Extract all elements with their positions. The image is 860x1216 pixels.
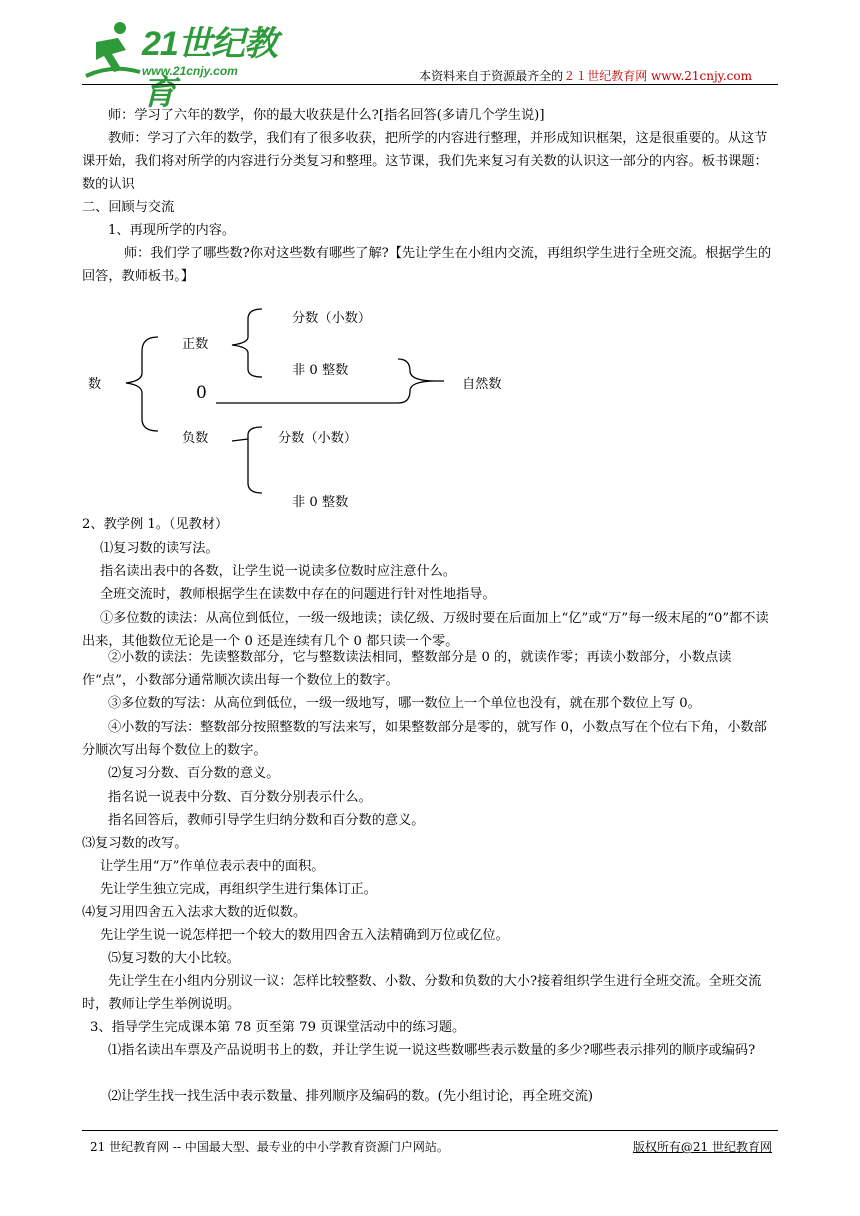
subheading-rounding: ⑷复习用四舍五入法求大数的近似数。: [82, 905, 307, 920]
paragraph-rounding: 先让学生说一说怎样把一个较大的数用四舍五入法精确到万位或亿位。: [100, 928, 509, 943]
header-divider: [82, 84, 778, 85]
section-heading-review: 二、回顾与交流: [82, 200, 175, 215]
diagram-negative: 负数: [182, 431, 209, 446]
subheading-rewrite: ⑶复习数的改写。: [82, 836, 188, 851]
exercise-heading: 3、指导学生完成课本第 78 页至第 79 页课堂活动中的练习题。: [90, 1020, 466, 1035]
paragraph-compare: 先让学生在小组内分别议一议：怎样比较整数、小数、分数和负数的大小?接着组织学生进行全班交流。全班交流时，教师让学生举例说明。: [82, 974, 762, 1012]
logo-text: 21世纪教育: [142, 25, 277, 112]
diagram-zero: 0: [196, 383, 207, 403]
paragraph-read-table: 指名读出表中的各数，让学生说一说读多位数时应注意什么。: [100, 564, 457, 579]
header-note-highlight: ２１世纪教育网: [563, 69, 648, 83]
subheading-fraction-percent: ⑵复习分数、百分数的意义。: [108, 766, 280, 781]
footer-text: 21 世纪教育网 -- 中国最大型、最专业的中小学教育资源门户网站。: [90, 1140, 449, 1154]
footer-copyright-link[interactable]: 版权所有@21 世纪教育网: [632, 1140, 772, 1154]
diagram-negative-nonzero: 非 0 整数: [292, 495, 349, 510]
paragraph-question: 师：学习了六年的数学，你的最大收获是什么?[指名回答(多请几个学生说)]: [108, 108, 545, 123]
rule-read-multidigit: ①多位数的读法：从高位到低位，一级一级地读；读亿级、万级时要在后面加上“亿”或“万”每一级末尾的“0”都不读出来，其他数位无论是一个 0 还是连续有几个 0 都只读一个零。: [82, 611, 769, 649]
subheading-recall: 1、再现所学的内容。: [108, 223, 236, 238]
footer-divider: [82, 1130, 778, 1131]
logo-url: www.21cnjy.com: [142, 64, 238, 78]
header-note-url[interactable]: www.21cnjy.com: [651, 69, 752, 83]
paragraph-fraction-summary: 指名回答后，教师引导学生归纳分数和百分数的意义。: [108, 813, 425, 828]
exercise-item-2: ⑵让学生找一找生活中表示数量、排列顺序及编码的数。(先小组讨论，再全班交流): [108, 1089, 594, 1104]
paragraph-class-exchange: 全班交流时，教师根据学生在读数中存在的问题进行针对性地指导。: [100, 587, 496, 602]
diagram-negative-fraction: 分数（小数）: [278, 431, 358, 446]
exercise-item-1: ⑴指名读出车票及产品说明书上的数，并让学生说一说这些数哪些表示数量的多少?哪些表示排列的顺序或编码?: [108, 1043, 756, 1058]
rule-write-multidigit: ③多位数的写法：从高位到低位，一级一级地写，哪一数位上一个单位也没有，就在那个数位上写 0。: [108, 696, 701, 711]
diagram-root: 数: [88, 377, 102, 392]
diagram-positive-nonzero: 非 0 整数: [292, 363, 349, 378]
site-logo: [82, 14, 282, 112]
paragraph-teacher-intro: 教师：学习了六年的数学，我们有了很多收获，把所学的内容进行整理，并形成知识框架，这是很重要的。从这节课开始，我们将对所学的内容进行分类复习和整理。这节课，我们先来复习有关数的认识这一部分的内容。板书课题：数的认识: [82, 131, 768, 192]
diagram-positive-fraction: 分数（小数）: [292, 311, 372, 326]
rule-read-decimal: ②小数的读法：先读整数部分，它与整数读法相同，整数部分是 0 的，就读作零；再读小数部分，小数点读作“点”，小数部分通常顺次读出每一个数位上的数字。: [82, 650, 732, 688]
paragraph-rewrite-correct: 先让学生独立完成，再组织学生进行集体订正。: [100, 882, 377, 897]
rule-write-decimal: ④小数的写法：整数部分按照整数的写法来写，如果整数部分是零的，就写作 0，小数点写在个位右下角，小数部分顺次写出每个数位上的数字。: [82, 720, 767, 758]
subheading-compare: ⑸复习数的大小比较。: [108, 951, 240, 966]
header-note: [419, 67, 752, 84]
paragraph-fraction-table: 指名说一说表中分数、百分数分别表示什么。: [108, 790, 372, 805]
diagram-natural: 自然数: [462, 377, 502, 392]
header-note-prefix: 本资料来自于资源最齐全的: [419, 69, 564, 83]
subheading-read-write: ⑴复习数的读写法。: [100, 541, 219, 556]
runner-icon: [82, 20, 142, 82]
number-classification-diagram: [82, 295, 778, 515]
example-heading: 2、教学例 1。（见教材）: [82, 517, 229, 532]
paragraph-teacher-ask: 师：我们学了哪些数?你对这些数有哪些了解?【先让学生在小组内交流，再组织学生进行全班交流。根据学生的回答，教师板书。】: [82, 246, 772, 284]
diagram-braces: [82, 295, 778, 515]
diagram-positive: 正数: [182, 337, 209, 352]
paragraph-rewrite-wan: 让学生用“万”作单位表示表中的面积。: [100, 859, 325, 874]
